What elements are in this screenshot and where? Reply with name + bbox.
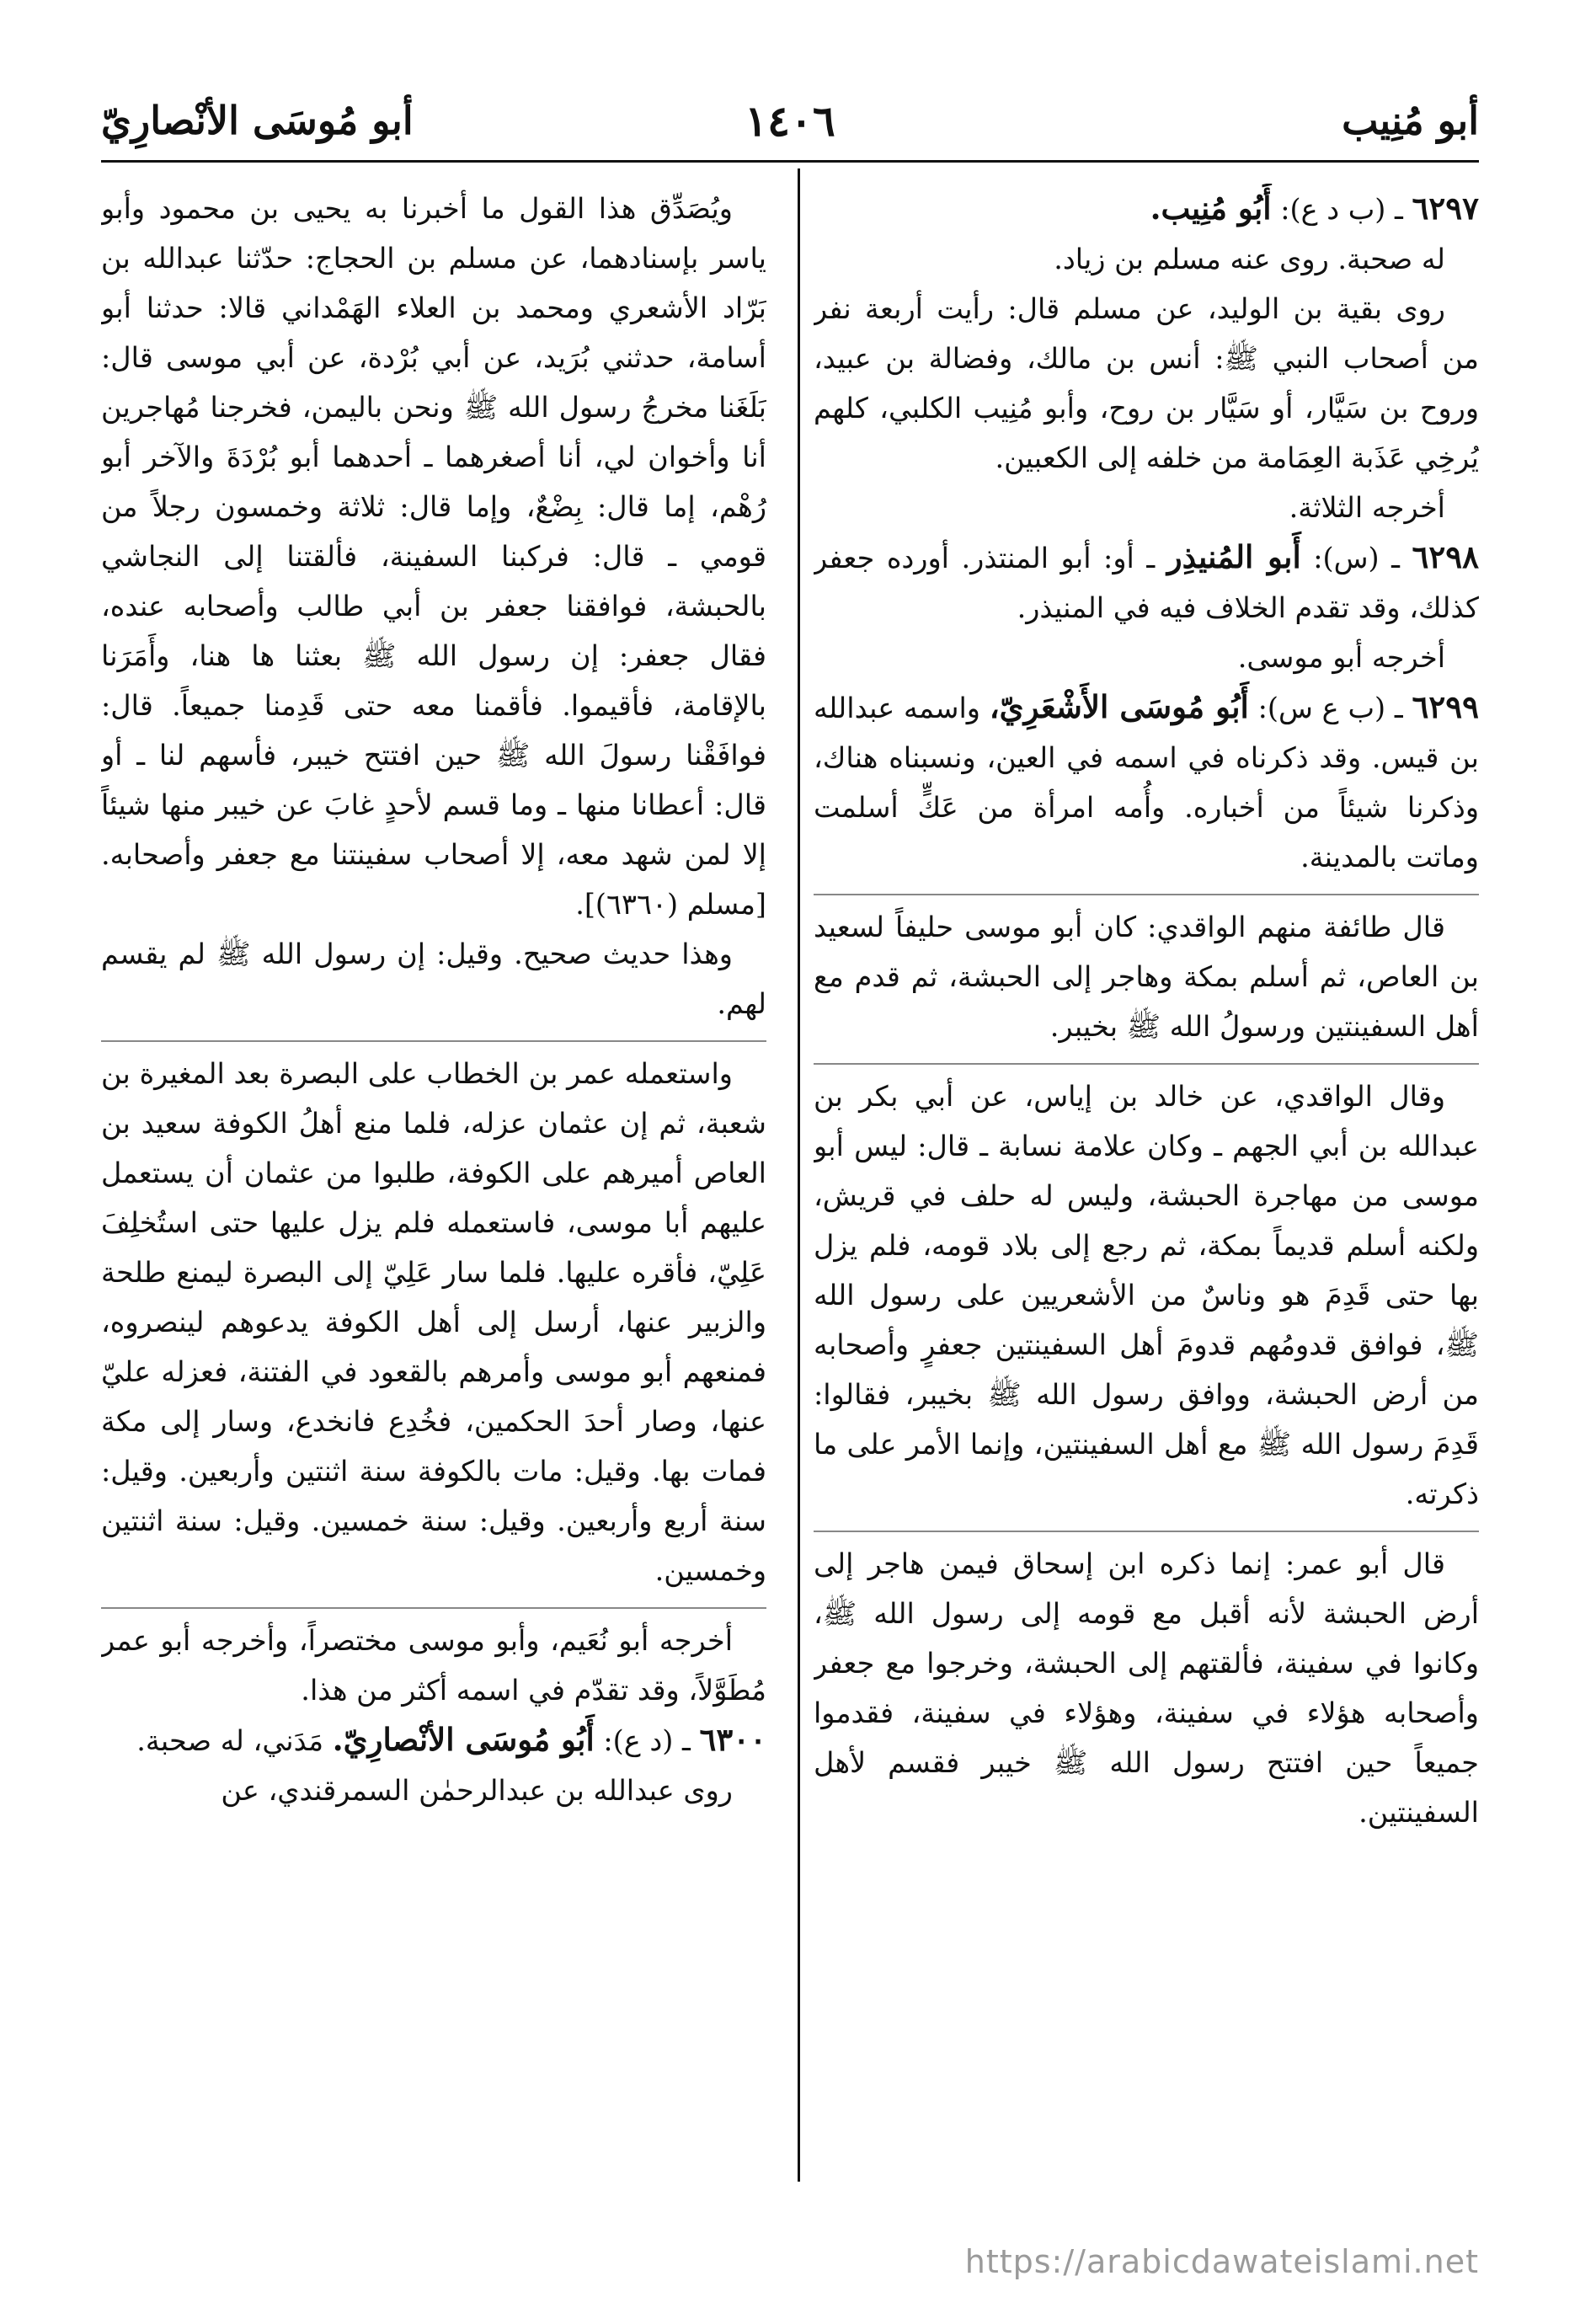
entry-text: مَدَني، له صحبة. xyxy=(136,1724,333,1757)
paragraph: ويُصَدِّق هذا القول ما أخبرنا به يحيى بن محمود وأبو ياسر بإسنادهما، عن مسلم بن الحجاج: حدّثنا عبدالله بن بَرّاد الأشعري ومحمد بن العلاء الهَمْداني قالا: حدثنا أبو أسامة، حدثني بُرَيد، عن أبي بُرْدة، عن أبي موسى قال: بَلَغَنا مخرجُ رسول الله ﷺ ونحن باليمن، فخرجنا مُهاجرين أنا وأخوان لي، أنا أصغرهما ـ أحدهما أبو بُرْدَةَ والآخر أبو رُهْم، إما قال: بِضْعٌ، وإما قال: ثلاثة وخمسون رجلاً من قومي ـ قال: فركبنا السفينة، فألقتنا إلى النجاشي بالحبشة، فوافقنا جعفر بن أبي طالب وأصحابه عنده، فقال جعفر: إن رسول الله ﷺ بعثنا ها هنا، وأَمَرَنا بالإقامة، فأقيموا. فأقمنا معه حتى قَدِمنا جميعاً. قال: فوافَقْنا رسولَ الله ﷺ حين افتتح خيبر، فأسهم لنا ـ أو قال: أعطانا منها ـ وما قسم لأحدٍ غابَ عن خيبر منها شيئاً إلا لمن شهد معه، إلا أصحاب سفينتنا مع جعفر وأصحابه. [مسلم (٦٣٦٠)]. xyxy=(101,192,766,921)
entry-source-codes: ـ (ب د ع): xyxy=(1271,193,1412,226)
entry-name: أَبُو مُوسَى الأَشْعَرِيّ، xyxy=(989,688,1249,725)
paragraph: روى بقية بن الوليد، عن مسلم قال: رأيت أربعة نفر من أصحاب النبي ﷺ: أنس بن مالك، وفضالة بن عبيد، وروح بن سَيَّار، أو سَيَّار بن روح، وأبو مُنِيب الكلبي، كلهم يُرخِي عَذَبة العِمَامة من خلفه إلى الكعبين. xyxy=(814,292,1479,474)
entry-6300 xyxy=(101,1715,766,1766)
entry-source-codes: ـ (س): xyxy=(1300,542,1412,574)
paragraph: قال طائفة منهم الواقدي: كان أبو موسى حليفاً لسعيد بن العاص، ثم أسلم بمكة وهاجر إلى الحبشة، ثم قدم مع أهل السفينتين ورسولُ الله ﷺ بخيبر. xyxy=(814,894,1479,1051)
entry-number: ٦٢٩٩ xyxy=(1412,688,1479,725)
paragraph: وقال الواقدي، عن خالد بن إياس، عن أبي بكر بن عبدالله بن أبي الجهم ـ وكان علامة نسابة ـ قال: ليس أبو موسى من مهاجرة الحبشة، وليس له حلف في قريش، ولكنه أسلم قديماً بمكة، ثم رجع إلى بلاد قومه، فلم يزل بها حتى قَدِمَ هو وناسٌ من الأشعريين على رسول الله ﷺ، فوافق قدومُهم قدومَ أهل السفينتين جعفرٍ وأصحابه من أرض الحبشة، ووافق رسول الله ﷺ بخيبر، فقالوا: قَدِمَ رسول الله ﷺ مع أهل السفينتين، وإنما الأمر على ما ذكرته. xyxy=(814,1063,1479,1519)
right-column xyxy=(814,184,1479,2205)
entry-6297 xyxy=(814,184,1479,234)
running-title-left: أبو مُوسَى الأنْصارِيّ xyxy=(101,98,414,143)
paragraph: واستعمله عمر بن الخطاب على البصرة بعد المغيرة بن شعبة، ثم إن عثمان عزله، فلما منع أهلُ الكوفة سعيد بن العاص أميرهم على الكوفة، طلبوا من عثمان أن يستعمل عليهم أبا موسى، فاستعمله فلم يزل عليها حتى استُخلِفَ عَلِيّ، فأقره عليها. فلما سار عَلِيّ إلى البصرة ليمنع طلحة والزبير عنها، أرسل إلى أهل الكوفة يدعوهم لينصروه، فمنعهم أبو موسى وأمرهم بالقعود في الفتنة، فعزله عليّ عنها، وصار أحدَ الحكمين، فخُدِع فانخدع، وسار إلى مكة فمات بها. وقيل: مات بالكوفة سنة اثنتين وأربعين. وقيل: سنة أربع وأربعين. وقيل: سنة خمسين. وقيل: سنة اثنتين وخمسين. xyxy=(101,1040,766,1595)
running-title-right: أبو مُنِيب xyxy=(1342,98,1479,143)
paragraph: وهذا حديث صحيح. وقيل: إن رسول الله ﷺ لم يقسم لهم. xyxy=(101,938,766,1020)
page-header xyxy=(101,93,1479,152)
entry-6298 xyxy=(814,532,1479,633)
paragraph: روى عبدالله بن عبدالرحمٰن السمرقندي، عن xyxy=(221,1774,733,1807)
paragraph: قال أبو عمر: إنما ذكره ابن إسحاق فيمن هاجر إلى أرض الحبشة لأنه أقبل مع قومه إلى رسول الله ﷺ، وكانوا في سفينة، فألقتهم إلى الحبشة، وخرجوا مع جعفر وأصحابه هؤلاء في سفينة، وهؤلاء في سفينة، فقدموا جميعاً حين افتتح رسول الله ﷺ خيبر فقسم لأهل السفينتين. xyxy=(814,1531,1479,1837)
entry-source-codes: ـ (د ع): xyxy=(594,1724,700,1757)
left-column xyxy=(101,184,766,2205)
entry-name: أَبو المُنيذِر xyxy=(1166,538,1301,575)
entry-source-codes: ـ (ب ع س): xyxy=(1248,692,1412,724)
paragraph: أخرجه أبو موسى. xyxy=(1237,641,1445,674)
page-number: ١٤٠٦ xyxy=(745,96,835,146)
column-divider xyxy=(798,168,800,2182)
entry-text: واسمه عبدالله بن قيس. وقد ذكرناه في اسمه في العين، ونسبناه هناك، وذكرنا شيئاً من أخباره. وأُمه امرأة من عَكٍّ أسلمت وماتت بالمدينة. xyxy=(814,692,1479,874)
watermark-url: https://arabicdawateislami.net xyxy=(964,2243,1479,2280)
paragraph: أخرجه أبو نُعَيم، وأبو موسى مختصراً، وأخرجه أبو عمر مُطَوَّلاً، وقد تقدّم في اسمه أكثر من هذا. xyxy=(101,1607,766,1715)
entry-number: ٦٣٠٠ xyxy=(699,1721,766,1758)
entry-number: ٦٢٩٨ xyxy=(1412,538,1479,575)
entry-6299 xyxy=(814,682,1479,882)
entry-name: أَبُو مُوسَى الأنْصارِيّ. xyxy=(332,1721,595,1758)
header-rule xyxy=(101,160,1479,163)
paragraph: له صحبة. روى عنه مسلم بن زياد. xyxy=(1054,243,1445,275)
entry-number: ٦٢٩٧ xyxy=(1412,190,1479,227)
entry-text: ـ أو: أبو المنتذر. أورده جعفر كذلك، وقد تقدم الخلاف فيه في المنيذر. xyxy=(814,542,1479,624)
paragraph: أخرجه الثلاثة. xyxy=(1289,491,1445,524)
entry-name: أَبُو مُنِيب. xyxy=(1150,190,1272,227)
